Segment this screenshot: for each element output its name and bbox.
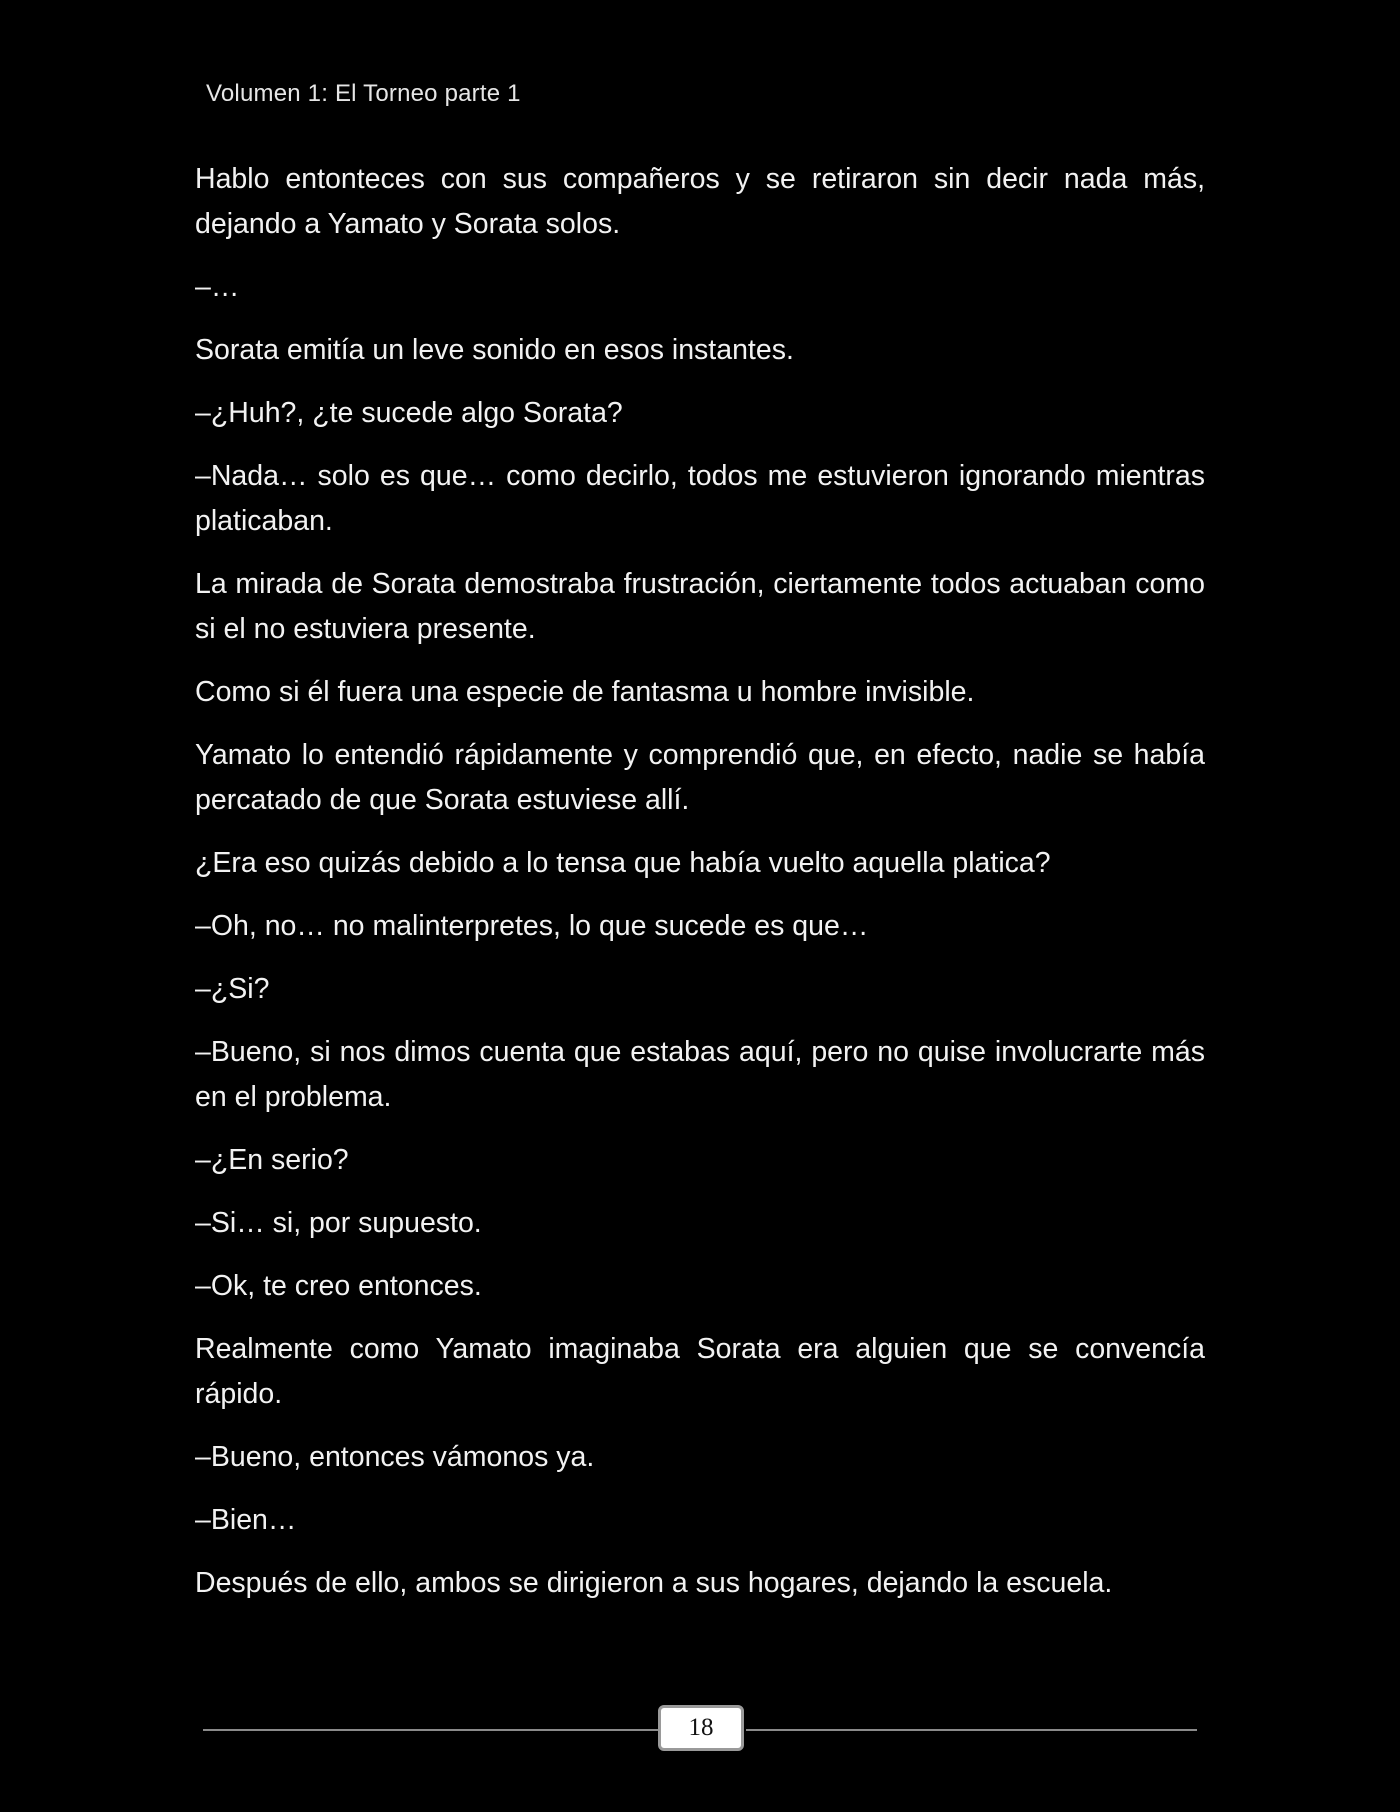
paragraph: –Bueno, entonces vámonos ya. [195, 1441, 595, 1473]
paragraph: –¿Huh?, ¿te sucede algo Sorata? [195, 397, 623, 429]
running-header: Volumen 1: El Torneo parte 1 [206, 80, 521, 107]
paragraph: ¿Era eso quizás debido a lo tensa que había vuelto aquella platica? [195, 847, 1051, 879]
page-number: 18 [688, 1714, 714, 1741]
paragraph: –Ok, te creo entonces. [195, 1270, 482, 1302]
footer-rule-right [746, 1729, 1197, 1731]
body-text [195, 157, 1205, 1624]
page-footer [203, 1705, 1197, 1755]
paragraph: –Nada… solo es que… como decirlo, todos me estuvieron ignorando mientras platicaban. [195, 460, 1205, 537]
paragraph: Sorata emitía un leve sonido en esos instantes. [195, 334, 794, 366]
paragraph: Yamato lo entendió rápidamente y comprendió que, en efecto, nadie se había percatado de que Sorata estuviese allí. [195, 739, 1205, 816]
page-number-box [658, 1705, 744, 1751]
paragraph: –¿En serio? [195, 1144, 349, 1176]
paragraph: Como si él fuera una especie de fantasma u hombre invisible. [195, 676, 975, 708]
paragraph: –Bueno, si nos dimos cuenta que estabas aquí, pero no quise involucrarte más en el problema. [195, 1036, 1205, 1113]
paragraph: –Oh, no… no malinterpretes, lo que sucede es que… [195, 910, 869, 942]
paragraph: –Bien… [195, 1504, 297, 1536]
paragraph: La mirada de Sorata demostraba frustración, ciertamente todos actuaban como si el no estuviera presente. [195, 568, 1205, 645]
paragraph: Realmente como Yamato imaginaba Sorata era alguien que se convencía rápido. [195, 1333, 1205, 1410]
paragraph: Después de ello, ambos se dirigieron a sus hogares, dejando la escuela. [195, 1567, 1113, 1599]
footer-rule-left [203, 1729, 660, 1731]
paragraph: –… [195, 271, 240, 303]
paragraph: Hablo entonteces con sus compañeros y se retiraron sin decir nada más, dejando a Yamato y Sorata solos. [195, 163, 1205, 240]
paragraph: –Si… si, por supuesto. [195, 1207, 482, 1239]
paragraph: –¿Si? [195, 973, 270, 1005]
